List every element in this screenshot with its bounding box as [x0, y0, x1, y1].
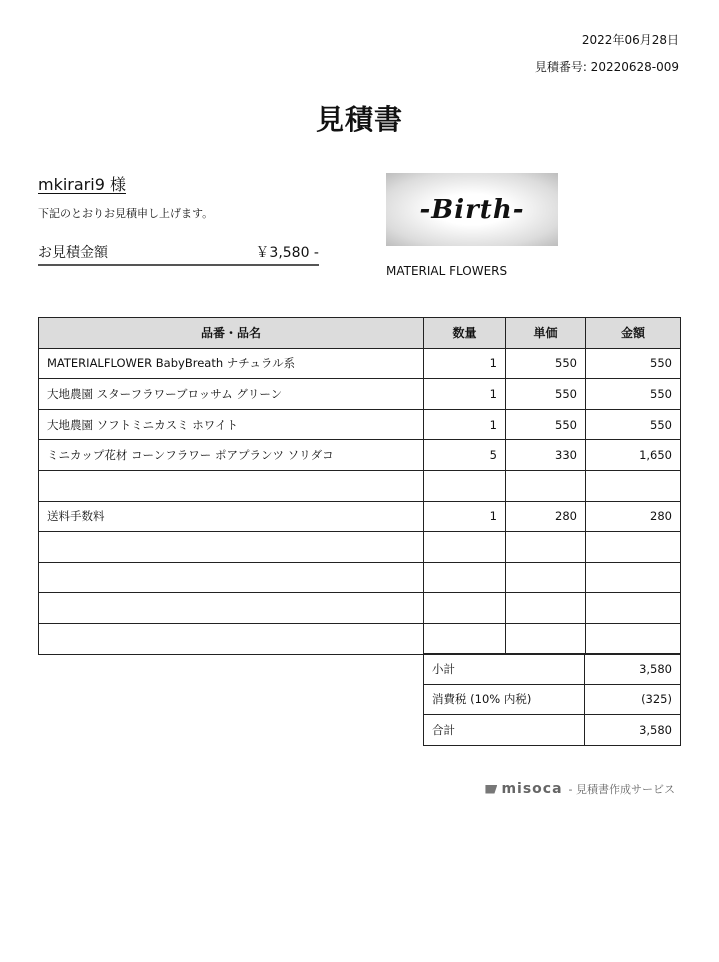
misoca-logo-icon	[485, 785, 497, 794]
item-name	[39, 470, 424, 501]
item-unit-price: 550	[506, 348, 586, 379]
header-item: 品番・品名	[39, 318, 424, 349]
item-amount: 1,650	[586, 440, 681, 471]
subtotal-label: 小計	[424, 654, 585, 685]
item-qty: 1	[424, 409, 506, 440]
item-name: MATERIALFLOWER BabyBreath ナチュラル系	[39, 348, 424, 379]
document-title: 見積書	[315, 103, 403, 136]
issue-date: 2022年06月28日	[581, 33, 679, 47]
item-amount: 280	[586, 501, 681, 532]
table-row	[39, 348, 681, 379]
item-qty	[424, 562, 506, 593]
item-qty: 1	[424, 501, 506, 532]
table-row	[39, 470, 681, 501]
table-row	[39, 623, 681, 654]
item-name	[39, 623, 424, 654]
footer-service: - 見積書作成サービス	[568, 783, 675, 796]
item-amount	[586, 562, 681, 593]
item-unit-price: 330	[506, 440, 586, 471]
item-unit-price: 550	[506, 379, 586, 410]
quote-total-amount: ￥3,580 -	[255, 245, 319, 261]
table-row	[39, 409, 681, 440]
item-qty	[424, 623, 506, 654]
subtotal-row	[424, 654, 681, 685]
item-amount	[586, 623, 681, 654]
item-name: 送料手数料	[39, 501, 424, 532]
item-unit-price	[506, 623, 586, 654]
item-unit-price	[506, 532, 586, 563]
company-logo	[386, 173, 558, 246]
item-qty: 1	[424, 348, 506, 379]
customer-name: mkirari9 様	[38, 175, 126, 194]
item-name	[39, 532, 424, 563]
item-unit-price: 550	[506, 409, 586, 440]
item-name: 大地農園 スターフラワーブロッサム グリーン	[39, 379, 424, 410]
quote-total-box	[38, 242, 319, 266]
grand-total-label: 合計	[424, 715, 585, 746]
table-row	[39, 562, 681, 593]
company-name: MATERIAL FLOWERS	[386, 264, 508, 278]
item-amount	[586, 593, 681, 624]
footer-brand: misoca	[501, 781, 563, 797]
items-table	[38, 317, 681, 655]
quote-total-label: お見積金額	[38, 245, 108, 261]
tax-label: 消費税 (10% 内税)	[424, 684, 585, 715]
items-header-row	[39, 318, 681, 349]
table-row	[39, 532, 681, 563]
item-unit-price	[506, 562, 586, 593]
tax-row	[424, 684, 681, 715]
quote-number: 見積番号: 20220628-009	[534, 60, 679, 74]
company-logo-text: -Birth-	[419, 194, 525, 225]
header-amount: 金額	[586, 318, 681, 349]
item-qty	[424, 470, 506, 501]
table-row	[39, 501, 681, 532]
item-name: ミニカップ花材 コーンフラワー ポアプランツ ソリダコ	[39, 440, 424, 471]
table-row	[39, 440, 681, 471]
item-qty	[424, 532, 506, 563]
totals-table	[423, 653, 681, 746]
subtotal-value: 3,580	[585, 654, 681, 685]
item-amount	[586, 532, 681, 563]
table-row	[39, 379, 681, 410]
tax-value: (325)	[585, 684, 681, 715]
greeting-text: 下記のとおりお見積申し上げます。	[38, 207, 214, 220]
header-qty: 数量	[424, 318, 506, 349]
item-amount: 550	[586, 409, 681, 440]
grand-total-value: 3,580	[585, 715, 681, 746]
footer-branding	[485, 781, 675, 797]
table-row	[39, 593, 681, 624]
item-unit-price	[506, 593, 586, 624]
item-qty: 1	[424, 379, 506, 410]
grand-total-row	[424, 715, 681, 746]
item-name	[39, 562, 424, 593]
item-qty: 5	[424, 440, 506, 471]
item-amount: 550	[586, 348, 681, 379]
item-qty	[424, 593, 506, 624]
item-name: 大地農園 ソフトミニカスミ ホワイト	[39, 409, 424, 440]
item-amount: 550	[586, 379, 681, 410]
item-unit-price: 280	[506, 501, 586, 532]
item-name	[39, 593, 424, 624]
item-amount	[586, 470, 681, 501]
header-unit-price: 単価	[506, 318, 586, 349]
item-unit-price	[506, 470, 586, 501]
